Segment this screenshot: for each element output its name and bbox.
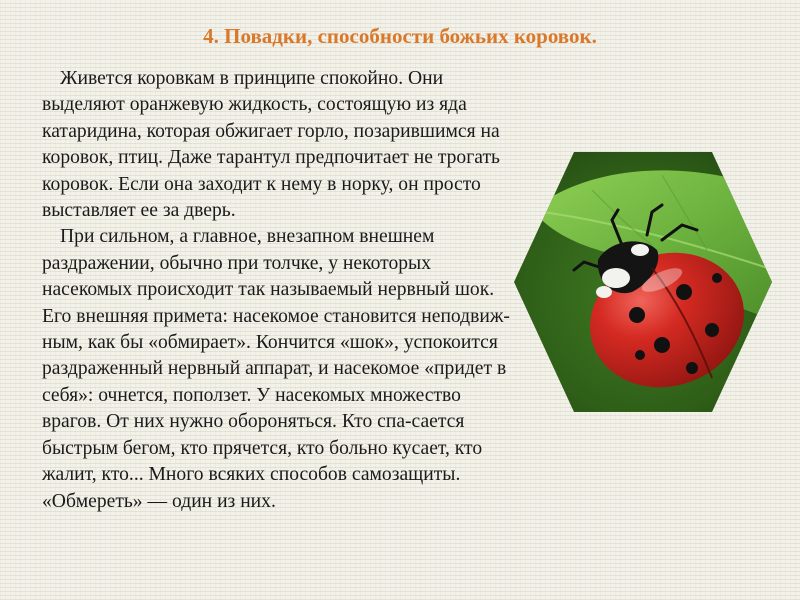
paragraph-2: При сильном, а главное, внезапном внешнем раздражении, обычно при толчке, у некоторых насекомых происходит так называемый нервный шок. Его внешняя примета: насекомое становится неподвиж-ным, как бы «обмирает». Кончится «шок», успокоится раздраженный нервный аппарат, и насекомое «придет в себя»: очнется, поползет. У насекомых множество врагов. От них нужно обороняться. Кто спа-сается быстрым бегом, кто прячется, кто больно кусает, кто жалит, кто... Много всяких способов самозащиты. «Обмереть» — один из них.	[42, 226, 510, 512]
ladybug-icon	[512, 150, 774, 414]
ladybug-photo	[512, 150, 774, 414]
slide-title: 4. Повадки, способности божьих коровок.	[203, 24, 597, 48]
body-text	[42, 66, 512, 515]
paragraph-1: Живется коровкам в принципе спокойно. Они выделяют оранжевую жидкость, состоящую из яда катаридина, которая обжигает горло, позарившимся на коровок, птиц. Даже тарантул предпочитает не трогать коровок. Если она заходит к нему в норку, он просто выставляет ее за дверь.	[42, 68, 500, 222]
